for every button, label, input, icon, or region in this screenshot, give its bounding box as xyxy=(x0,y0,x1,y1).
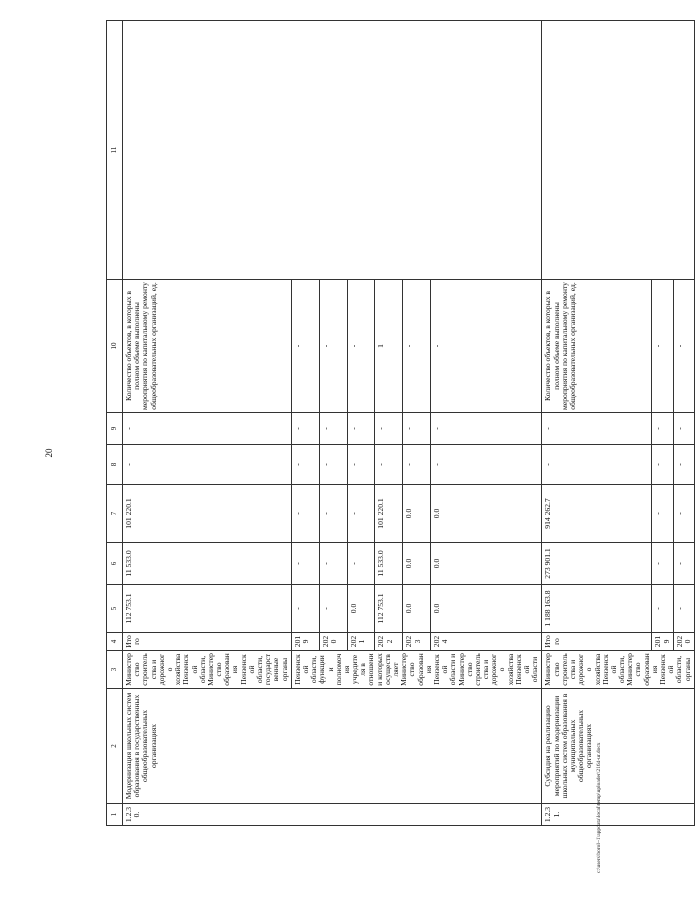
file-path-footer: c:\users\borol~1\appdata\local\temp\uploader\2164-ur.docx xyxy=(596,742,602,873)
value-cell: 112 753.1 xyxy=(375,585,403,633)
column-number: 11 xyxy=(107,21,123,280)
value-cell: - xyxy=(291,445,319,485)
value-cell: 11 533.0 xyxy=(123,543,292,585)
value-cell: - xyxy=(431,280,542,413)
value-cell: - xyxy=(319,280,347,413)
column-number: 6 xyxy=(107,543,123,585)
value-cell: - xyxy=(123,445,292,485)
value-cell: 0.0 xyxy=(347,585,375,633)
year-cell: Итого xyxy=(123,633,292,651)
column-number: 1 xyxy=(107,804,123,826)
measure-number: 1.2.31. xyxy=(542,804,695,826)
value-cell: - xyxy=(403,280,431,413)
executor-text-continued: Пензенской области, функции и полномочия учредителя в отношении которых осуществляет Министерство образования Пензенской области и Министерство строительства и дорожного хозяйства Пензенской области xyxy=(291,651,542,689)
value-cell: - xyxy=(403,413,431,445)
value-cell: - xyxy=(347,485,375,543)
value-cell: - xyxy=(123,413,292,445)
column-number: 4 xyxy=(107,633,123,651)
measure-number: 1.2.30. xyxy=(123,804,542,826)
column-number: 7 xyxy=(107,485,123,543)
value-cell: - xyxy=(291,280,319,413)
year-cell: 2021 xyxy=(347,633,375,651)
value-cell: - xyxy=(291,485,319,543)
value-cell: - xyxy=(652,543,673,585)
value-cell: - xyxy=(652,280,673,413)
value-cell: 101 220.1 xyxy=(123,485,292,543)
value-cell: - xyxy=(673,585,694,633)
year-cell: 2019 xyxy=(291,633,319,651)
value-cell: - xyxy=(673,543,694,585)
value-cell: - xyxy=(673,445,694,485)
empty-cell xyxy=(123,21,542,280)
value-cell: - xyxy=(347,413,375,445)
value-cell: - xyxy=(347,445,375,485)
value-cell: - xyxy=(542,413,652,445)
executor-text: Министерство строительства и дорожного хозяйства Пензенской области, Министерство образования Пензенской области, государственные органы xyxy=(123,651,292,689)
value-cell: - xyxy=(319,485,347,543)
value-cell: - xyxy=(431,413,542,445)
page-number: 20 xyxy=(44,448,54,458)
column-number: 8 xyxy=(107,445,123,485)
column-number: 2 xyxy=(107,689,123,804)
value-cell: - xyxy=(291,413,319,445)
value-cell: 0.0 xyxy=(431,485,542,543)
table-row xyxy=(542,21,652,826)
year-cell: 2022 xyxy=(375,633,403,651)
value-cell: - xyxy=(375,413,403,445)
value-cell: - xyxy=(673,485,694,543)
value-cell: - xyxy=(291,543,319,585)
value-cell: 1 xyxy=(375,280,403,413)
year-cell: 2019 xyxy=(652,633,673,651)
column-number: 10 xyxy=(107,280,123,413)
value-cell: - xyxy=(319,543,347,585)
value-cell: 914 262.7 xyxy=(542,485,652,543)
value-cell: - xyxy=(403,445,431,485)
column-number: 5 xyxy=(107,585,123,633)
year-cell: 2020 xyxy=(673,633,694,651)
value-cell: - xyxy=(375,445,403,485)
indicator-text: Количество объектов, в которых в полном объеме выполнены мероприятия по капитальному ремонту общеобразовательных организаций, ед. xyxy=(123,280,292,413)
value-cell: - xyxy=(431,445,542,485)
value-cell: 273 901.1 xyxy=(542,543,652,585)
value-cell: - xyxy=(652,413,673,445)
value-cell: 0.0 xyxy=(431,585,542,633)
value-cell: 101 220.1 xyxy=(375,485,403,543)
value-cell: - xyxy=(347,543,375,585)
column-number: 3 xyxy=(107,651,123,689)
value-cell: 11 533.0 xyxy=(375,543,403,585)
value-cell: - xyxy=(319,585,347,633)
year-cell: 2023 xyxy=(403,633,431,651)
executor-text: Министерство строительства и дорожного хозяйства Пензенской области, Министерство образования Пензенской области, органы xyxy=(542,651,695,689)
value-cell: 0.0 xyxy=(403,585,431,633)
value-cell: - xyxy=(347,280,375,413)
year-cell: 2020 xyxy=(319,633,347,651)
column-number-row xyxy=(107,21,123,826)
program-measures-table xyxy=(106,20,695,826)
column-number: 9 xyxy=(107,413,123,445)
table-row xyxy=(123,21,292,826)
value-cell: - xyxy=(673,280,694,413)
measure-name: Субсидия на реализацию мероприятий по модернизации школьных систем образования в муниципальных общеобразовательных организациях xyxy=(542,689,695,804)
value-cell: - xyxy=(319,445,347,485)
value-cell: - xyxy=(652,445,673,485)
value-cell: 1 188 163.8 xyxy=(542,585,652,633)
year-cell: Итого xyxy=(542,633,652,651)
measure-name: Модернизация школьных систем образования в государственных общеобразовательных организациях xyxy=(123,689,542,804)
value-cell: 0.0 xyxy=(431,543,542,585)
value-cell: 112 753.1 xyxy=(123,585,292,633)
value-cell: - xyxy=(652,485,673,543)
value-cell: - xyxy=(319,413,347,445)
value-cell: 0.0 xyxy=(403,485,431,543)
year-cell: 2024 xyxy=(431,633,542,651)
value-cell: - xyxy=(542,445,652,485)
indicator-text: Количество объектов, в которых в полном объеме выполнены мероприятия по капитальному ремонту общеобразовательных организаций, ед. xyxy=(542,280,652,413)
value-cell: - xyxy=(291,585,319,633)
value-cell: 0.0 xyxy=(403,543,431,585)
value-cell: - xyxy=(652,585,673,633)
value-cell: - xyxy=(673,413,694,445)
empty-cell xyxy=(542,21,695,280)
